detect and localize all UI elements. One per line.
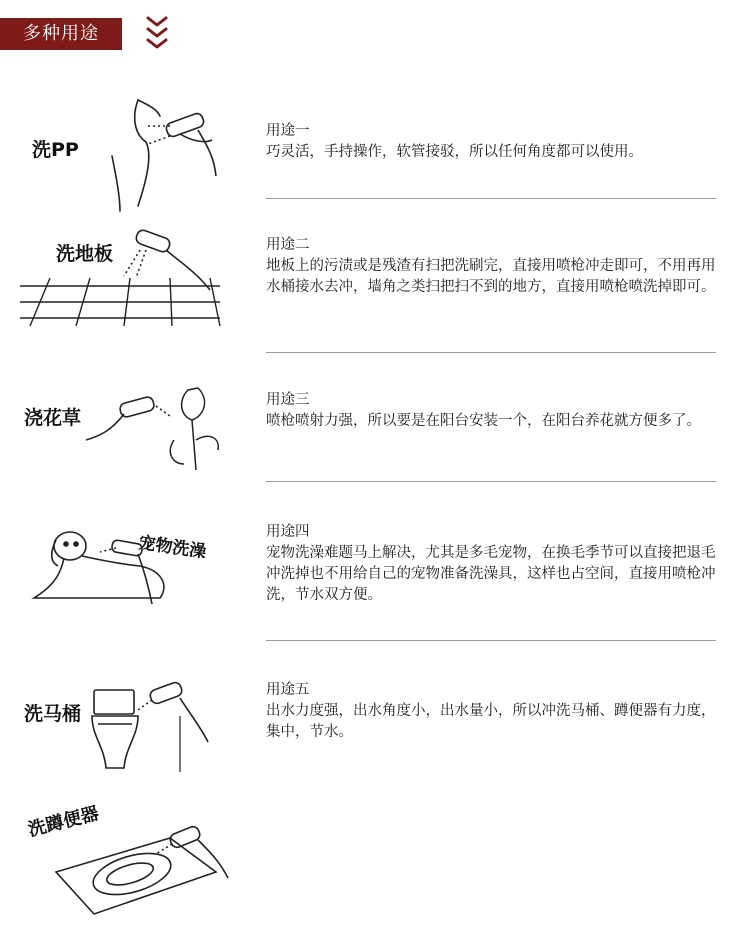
usage-desc-2	[266, 235, 720, 298]
sprayer-icon	[156, 825, 228, 878]
usage-heading: 用途二	[266, 237, 310, 253]
usage-desc-4	[266, 522, 720, 606]
section-title: 多种用途	[23, 23, 99, 44]
usage-text: 地板上的污渍或是残渣有扫把洗刷完，直接用喷枪冲走即可，不用再用水桶接水去冲，墙角之类扫把扫不到的地方，直接用喷枪喷洗掉即可。	[266, 258, 716, 295]
illus-label: 洗PP	[32, 139, 79, 161]
divider	[266, 640, 716, 641]
illustration-wash-squat-toilet	[20, 782, 240, 922]
usage-desc-1	[266, 121, 720, 163]
toilet-icon	[92, 690, 138, 768]
usage-desc-3	[266, 390, 720, 432]
illus-label: 浇花草	[24, 407, 82, 429]
usage-text: 喷枪喷射力强，所以要是在阳台安装一个，在阳台养花就方便多了。	[266, 413, 701, 429]
usage-text: 巧灵活，手持操作，软管接驳，所以任何角度都可以使用。	[266, 144, 643, 160]
divider	[266, 198, 716, 199]
usage-heading: 用途五	[266, 682, 310, 698]
illus-label: 洗地板	[56, 243, 114, 265]
illustration-wash-floor	[20, 228, 240, 328]
illus-label: 洗马桶	[24, 703, 82, 725]
usage-text: 宠物洗澡难题马上解决，尤其是多毛宠物，在换毛季节可以直接把退毛冲洗掉也不用给自己的宠物准备洗澡具，这样也占空间，直接用喷枪冲洗，节水双方便。	[266, 545, 716, 603]
flower-icon	[170, 388, 218, 470]
usage-text: 出水力度强，出水角度小，出水量小，所以冲洗马桶、蹲便器有力度，集中，节水。	[266, 703, 716, 740]
illus-label: 洗蹲便器	[26, 803, 102, 841]
illustration-water-flowers	[20, 380, 240, 476]
squat-toilet-icon	[56, 838, 216, 914]
divider	[266, 352, 716, 353]
sprayer-icon	[86, 396, 170, 440]
sprayer-icon	[146, 112, 216, 176]
divider	[266, 481, 716, 482]
illustration-wash-pp	[20, 96, 240, 216]
usage-heading: 用途四	[266, 524, 310, 540]
triple-chevron-down-icon	[142, 14, 172, 54]
illus-label: 宠物洗澡	[137, 533, 208, 563]
usage-heading: 用途三	[266, 392, 310, 408]
usage-desc-5	[266, 680, 720, 743]
usage-heading: 用途一	[266, 123, 310, 139]
illustration-pet-bath	[20, 518, 240, 614]
section-title-tag	[0, 18, 122, 50]
sprayer-icon	[138, 681, 208, 742]
illustration-wash-toilet	[20, 676, 240, 772]
sprayer-icon	[124, 229, 210, 290]
